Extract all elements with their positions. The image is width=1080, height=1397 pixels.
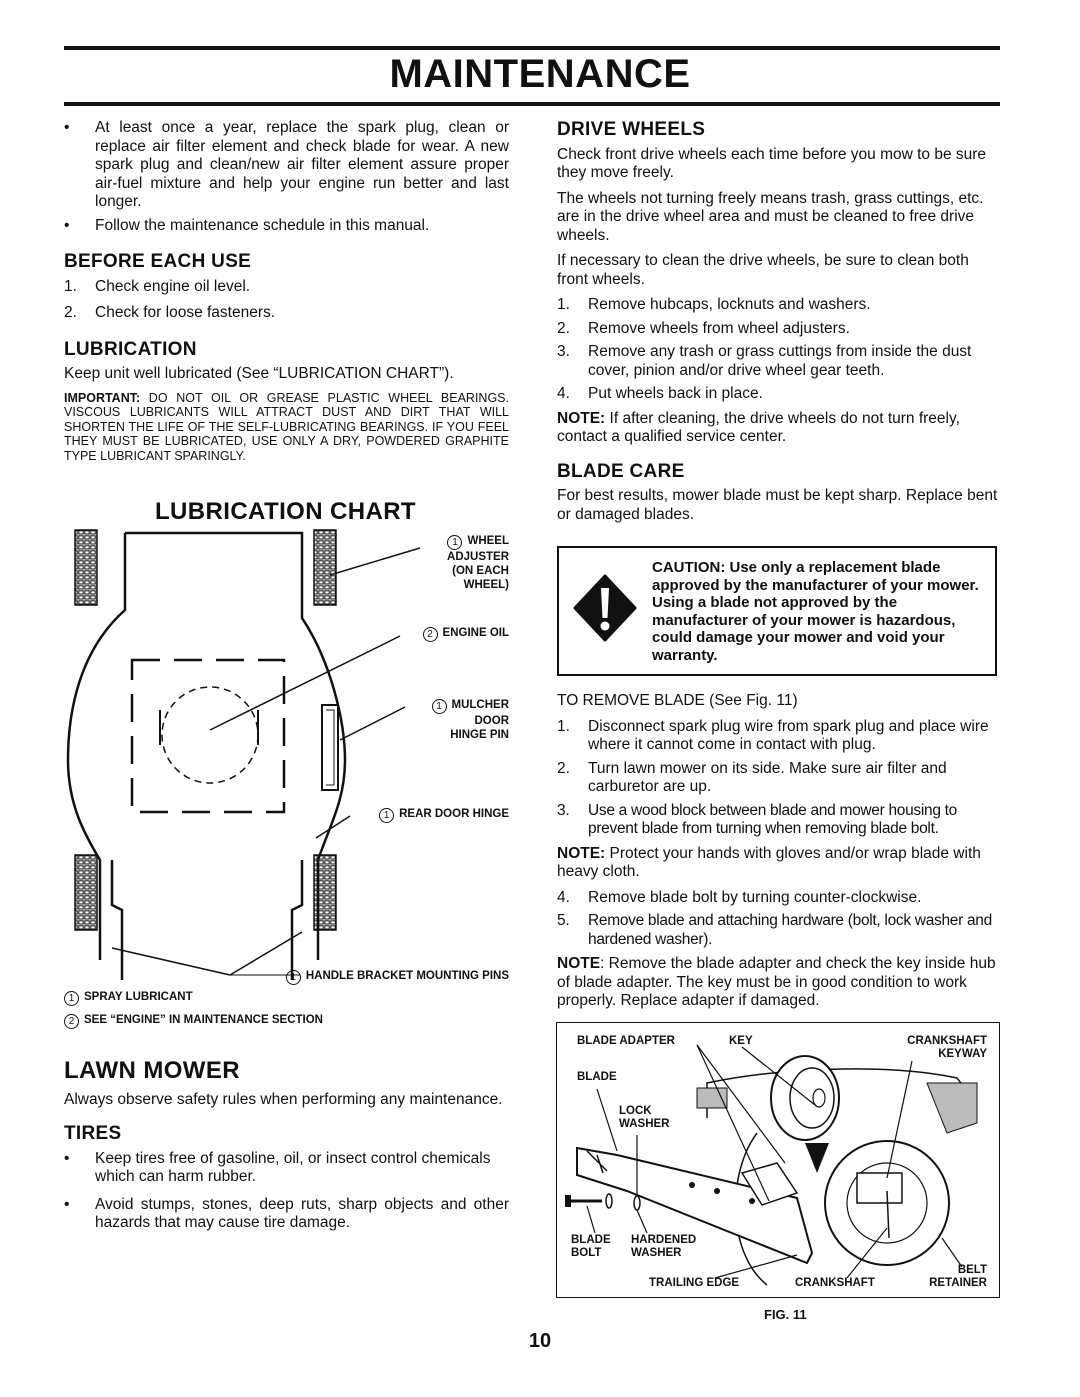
chart-legend-spray: 1 SPRAY LUBRICANT <box>64 990 193 1006</box>
caution-text: CAUTION: Use only a replacement blade approved by the manufacturer of your mower. Using a blade not approved by the manufacturer of your mower is hazardous, could damage your mower and void your warranty. <box>652 559 979 664</box>
handle-left <box>112 860 122 980</box>
label-blade: BLADE <box>577 1071 617 1083</box>
list-item: 1. Disconnect spark plug wire from spark plug and place wire where it cannot come in contact with plug. <box>557 717 989 753</box>
list-item: 2. Turn lawn mower on its side. Make sure air filter and carburetor are up. <box>557 759 947 795</box>
intro-bullet: • At least once a year, replace the spark plug, clean or replace air filter element and check blade for wear. A new spark plug and clean/new air filter element assure proper air-fuel mixture and help your engine run better and last longer. <box>64 119 509 212</box>
lubrication-chart-heading: LUBRICATION CHART <box>155 498 416 525</box>
list-item: 3. Use a wood block between blade and mower housing to prevent blade from turning when removing blade bolt. <box>557 801 957 837</box>
remove-blade-steps <box>557 718 1000 839</box>
blade-diagram <box>557 1023 1000 1298</box>
engine-circle <box>162 687 258 783</box>
caution-box <box>557 546 997 676</box>
warning-icon <box>573 574 637 642</box>
blade-adapter <box>771 1056 839 1140</box>
label-key: KEY <box>729 1035 753 1047</box>
lubrication-heading: LUBRICATION <box>64 338 197 360</box>
left-column-top <box>64 119 509 470</box>
engine-outline <box>132 660 284 812</box>
drive-wheels-heading: DRIVE WHEELS <box>557 119 706 140</box>
blade-note-1: NOTE: Protect your hands with gloves and/or wrap blade with heavy cloth. <box>557 844 981 880</box>
left-column-bottom <box>64 1057 509 1239</box>
before-each-use-steps <box>64 278 509 323</box>
drive-wheels-steps <box>557 296 1000 404</box>
callout-mulcher-door: 1 MULCHER DOOR HINGE PIN <box>390 698 509 742</box>
important-notice: IMPORTANT: DO NOT OIL OR GREASE PLASTIC WHEEL BEARINGS. VISCOUS LUBRICANTS WILL ATTRACT DUST AND DIRT THAT WILL SHORTEN THE LIFE OF THE SELF-LUBRICATING BEARINGS. IF YOU FEEL THEY MUST BE LUBRICATED, USE ONLY A DRY, POWDERED GRAPHITE TYPE LUBRICANT SPARINGLY. <box>64 390 509 463</box>
list-item: 4. Remove blade bolt by turning counter-clockwise. <box>557 888 922 906</box>
label-belt-retainer: BELT RETAINER <box>929 1264 987 1289</box>
wheel-front-left <box>75 530 97 605</box>
top-rule <box>64 46 1000 50</box>
label-blade-bolt: BLADE BOLT <box>571 1234 611 1259</box>
figure-caption: FIG. 11 <box>764 1307 807 1322</box>
label-crankshaft: CRANKSHAFT <box>795 1277 875 1289</box>
label-crankshaft-keyway: CRANKSHAFT KEYWAY <box>907 1035 987 1060</box>
mower-deck <box>68 533 345 960</box>
lawn-mower-heading: LAWN MOWER <box>64 1057 240 1084</box>
mower-diagram <box>60 525 520 985</box>
remove-blade-heading: TO REMOVE BLADE (See Fig. 11) <box>557 692 798 709</box>
blade-care-text: For best results, mower blade must be kept sharp. Replace bent or damaged blades. <box>557 487 998 523</box>
list-item: 1. Check engine oil level. <box>64 277 251 295</box>
label-trailing-edge: TRAILING EDGE <box>649 1277 740 1289</box>
title-rule <box>64 102 1000 106</box>
blade-care-heading: BLADE CARE <box>557 460 685 482</box>
before-each-use-heading: BEFORE EACH USE <box>64 251 252 272</box>
intro-bullets <box>64 119 509 235</box>
drive-wheels-para: Check front drive wheels each time before you mow to be sure they move freely. <box>557 145 987 181</box>
tires-heading: TIRES <box>64 1123 122 1144</box>
handle-right <box>292 860 302 980</box>
callout-handle-pins: 1 HANDLE BRACKET MOUNTING PINS <box>220 969 509 985</box>
remove-blade-steps-2 <box>557 889 1000 950</box>
label-blade-adapter: BLADE ADAPTER <box>577 1035 675 1047</box>
chart-legend-engine: 2 SEE “ENGINE” IN MAINTENANCE SECTION <box>64 1013 323 1029</box>
callout-rear-door-hinge: 1 REAR DOOR HINGE <box>330 807 509 823</box>
list-item: 5. Remove blade and attaching hardware (bolt, lock washer and hardened washer). <box>557 912 992 948</box>
figure-11 <box>556 1022 1000 1298</box>
wheel-rear-left <box>75 855 97 930</box>
lawn-mower-text: Always observe safety rules when performing any maintenance. <box>64 1090 503 1108</box>
list-item: • Keep tires free of gasoline, oil, or insect control chemicals which can harm rubber. <box>64 1150 509 1187</box>
list-item: 4. Put wheels back in place. <box>557 385 763 402</box>
label-lock-washer: LOCK WASHER <box>619 1105 670 1130</box>
page-number: 10 <box>528 1330 552 1352</box>
list-item: • Avoid stumps, stones, deep ruts, sharp objects and other hazards that may cause tire damage. <box>64 1196 509 1233</box>
page-title: MAINTENANCE <box>389 52 691 96</box>
callout-wheel-adjuster: 1 WHEEL ADJUSTER (ON EACH WHEEL) <box>447 535 509 591</box>
drive-wheels-para: The wheels not turning freely means trash, grass cuttings, etc. are in the drive wheel area and must be cleaned to free drive wheels. <box>557 189 984 244</box>
intro-bullet: • Follow the maintenance schedule in this manual. <box>64 217 509 236</box>
mulcher-door <box>322 705 338 790</box>
label-hardened-washer: HARDENED WASHER <box>631 1234 697 1259</box>
callout-engine-oil: 2 ENGINE OIL <box>380 626 509 642</box>
list-item: 2. Check for loose fasteners. <box>64 304 276 321</box>
wheel-front-right <box>314 530 336 605</box>
list-item: 2. Remove wheels from wheel adjusters. <box>557 319 850 337</box>
drive-wheels-para: If necessary to clean the drive wheels, be sure to clean both front wheels. <box>557 252 969 288</box>
right-column-top <box>557 121 1000 531</box>
lubrication-text: Keep unit well lubricated (See “LUBRICATION CHART”). <box>64 365 454 382</box>
list-item: 1. Remove hubcaps, locknuts and washers. <box>557 296 871 313</box>
tires-bullets <box>64 1150 509 1233</box>
right-column-bottom <box>557 692 1000 1018</box>
list-item: 3. Remove any trash or grass cuttings from inside the dust cover, pinion and/or drive wheel gear teeth. <box>557 343 972 379</box>
blade-note-2: NOTE: Remove the blade adapter and check the key inside hub of blade adapter. The key must be in good condition to work properly. Replace adapter if damaged. <box>557 955 996 1009</box>
drive-wheels-note: NOTE: If after cleaning, the drive wheels do not turn freely, contact a qualified service center. <box>557 409 960 445</box>
